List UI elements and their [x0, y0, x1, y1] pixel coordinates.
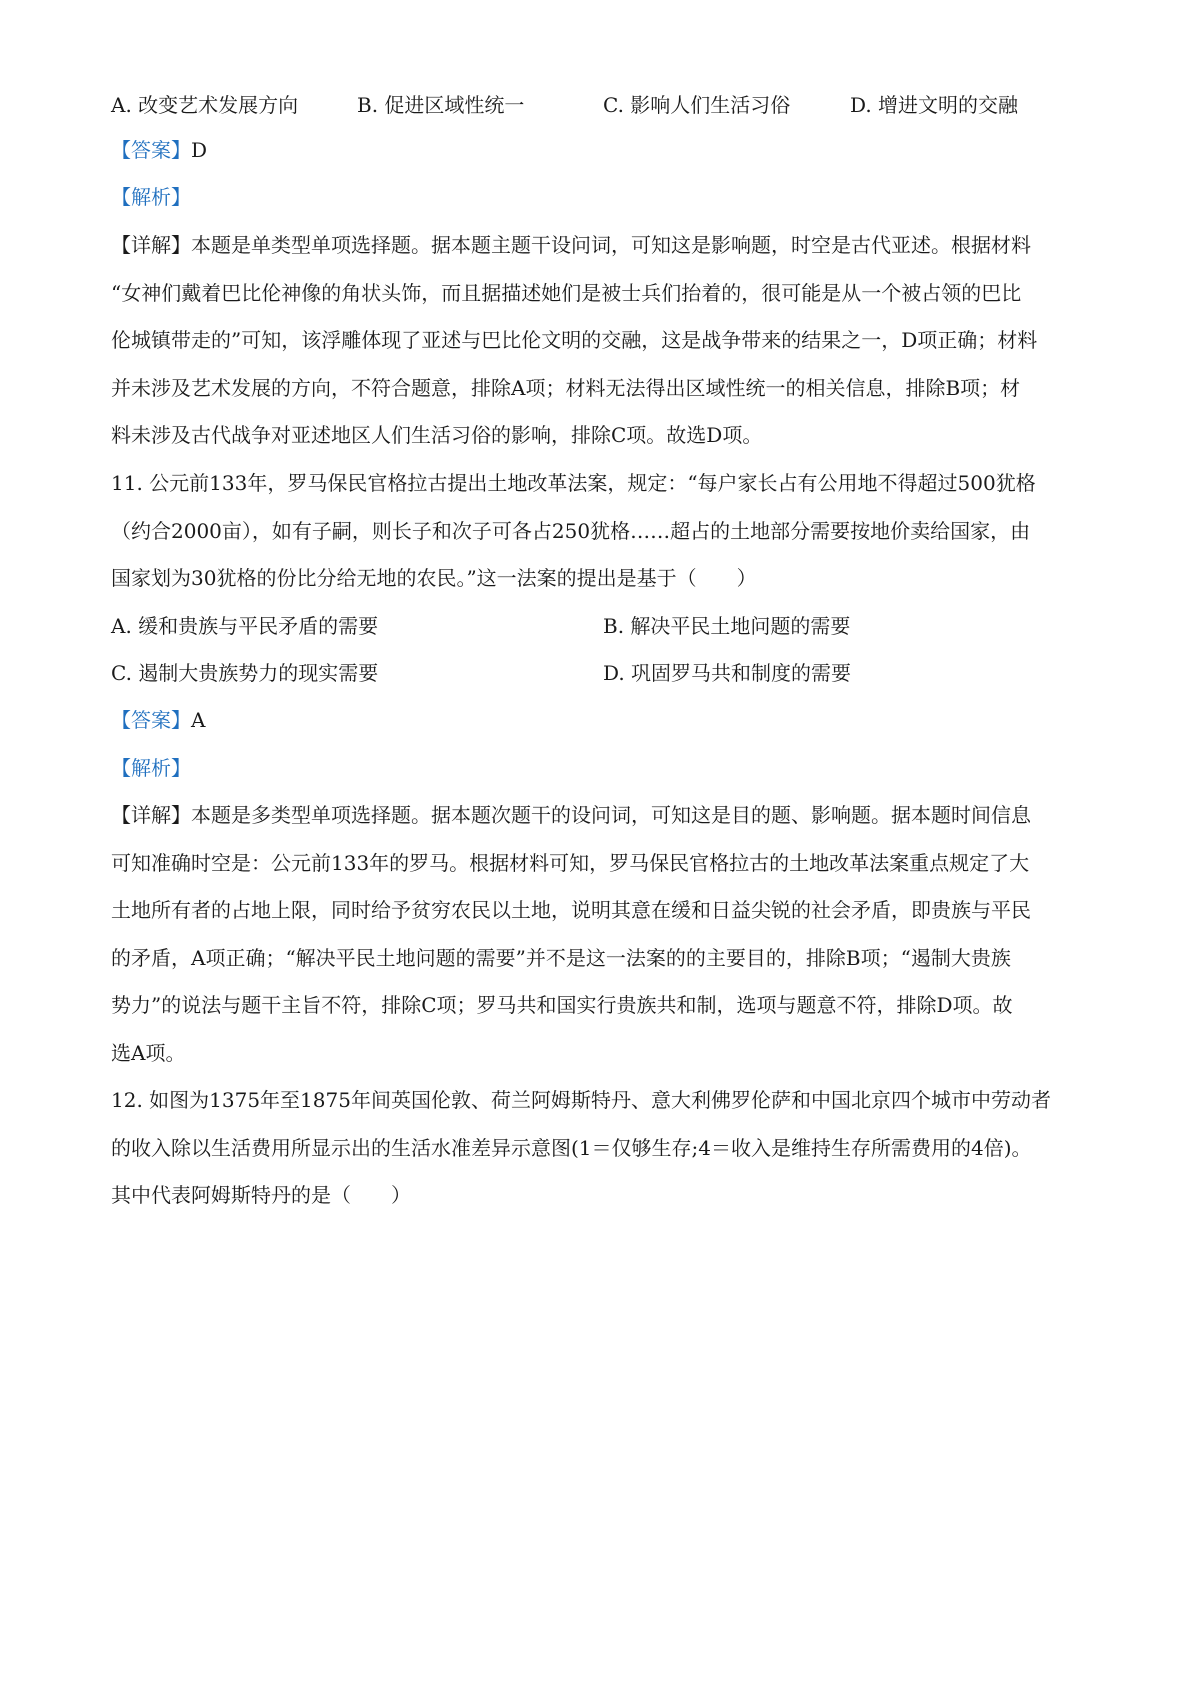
q10-answer-line: [111, 136, 207, 164]
q10-detail-line-4: 并未涉及艺术发展的方向，不符合题意，排除A项；材料无法得出区域性统一的相关信息，排除B项；材: [111, 376, 1021, 400]
q10-analysis-tag: 【解析】: [111, 185, 191, 209]
q11-stem-line-1: 11. 公元前133年，罗马保民官格拉古提出土地改革法案，规定：“每户家长占有公用地不得超过500犹格: [111, 471, 1036, 495]
q12-stem-line-3: 其中代表阿姆斯特丹的是（ ）: [111, 1183, 411, 1207]
answer-tag: 【答案】: [111, 138, 191, 162]
q10-option-a: A. 改变艺术发展方向: [111, 93, 299, 117]
q11-option-c: C. 遏制大贵族势力的现实需要: [111, 661, 379, 685]
answer-value: D: [191, 138, 208, 162]
q11-stem-line-2: （约合2000亩），如有子嗣，则长子和次子可各占250犹格……超占的土地部分需要按地价卖给国家，由: [111, 519, 1031, 543]
q11-detail-line-3: 土地所有者的占地上限，同时给予贫穷农民以土地，说明其意在缓和日益尖锐的社会矛盾，即贵族与平民: [111, 898, 1031, 922]
q11-detail-line-4: 的矛盾，A项正确；“解决平民土地问题的需要”并不是这一法案的的主要目的，排除B项；“遏制大贵族: [111, 946, 1011, 970]
q10-detail-line-1: [111, 231, 1031, 259]
q10-option-d: D. 增进文明的交融: [850, 93, 1019, 117]
q11-option-a: A. 缓和贵族与平民矛盾的需要: [111, 614, 379, 638]
answer-tag: 【答案】: [111, 708, 191, 732]
q10-detail-line-5: 料未涉及古代战争对亚述地区人们生活习俗的影响，排除C项。故选D项。: [111, 423, 763, 447]
q11-option-d: D. 巩固罗马共和制度的需要: [603, 661, 852, 685]
detail-tag: 【详解】: [111, 803, 191, 827]
q12-stem-line-2: 的收入除以生活费用所显示出的生活水准差异示意图(1＝仅够生存;4＝收入是维持生存所需费用的4倍)。: [111, 1136, 1032, 1160]
q11-stem-line-3: 国家划为30犹格的份比分给无地的农民。”这一法案的提出是基于（ ）: [111, 566, 757, 590]
answer-value: A: [191, 708, 206, 732]
q10-option-c: C. 影响人们生活习俗: [603, 93, 791, 117]
detail-tag: 【详解】: [111, 233, 191, 257]
q11-analysis-tag: 【解析】: [111, 756, 191, 780]
q12-stem-line-1: 12. 如图为1375年至1875年间英国伦敦、荷兰阿姆斯特丹、意大利佛罗伦萨和中国北京四个城市中劳动者: [111, 1088, 1051, 1112]
detail-text: 本题是单类型单项选择题。据本题主题干设问词，可知这是影响题，时空是古代亚述。根据材料: [191, 233, 1031, 257]
q10-detail-line-2: “女神们戴着巴比伦神像的角状头饰，而且据描述她们是被士兵们抬着的，很可能是从一个被占领的巴比: [111, 281, 1022, 305]
q11-detail-line-2: 可知准确时空是：公元前133年的罗马。根据材料可知，罗马保民官格拉古的土地改革法案重点规定了大: [111, 851, 1030, 875]
q11-answer-line: [111, 706, 205, 734]
q10-option-b: B. 促进区域性统一: [357, 93, 525, 117]
q11-option-b: B. 解决平民土地问题的需要: [603, 614, 851, 638]
detail-text: 本题是多类型单项选择题。据本题次题干的设问词，可知这是目的题、影响题。据本题时间信息: [191, 803, 1031, 827]
q11-detail-line-1: [111, 801, 1031, 829]
q10-detail-line-3: 伦城镇带走的”可知，该浮雕体现了亚述与巴比伦文明的交融，这是战争带来的结果之一，D项正确；材料: [111, 328, 1038, 352]
q11-detail-line-6: 选A项。: [111, 1041, 186, 1065]
q11-detail-line-5: 势力”的说法与题干主旨不符，排除C项；罗马共和国实行贵族共和制，选项与题意不符，排除D项。故: [111, 993, 1013, 1017]
